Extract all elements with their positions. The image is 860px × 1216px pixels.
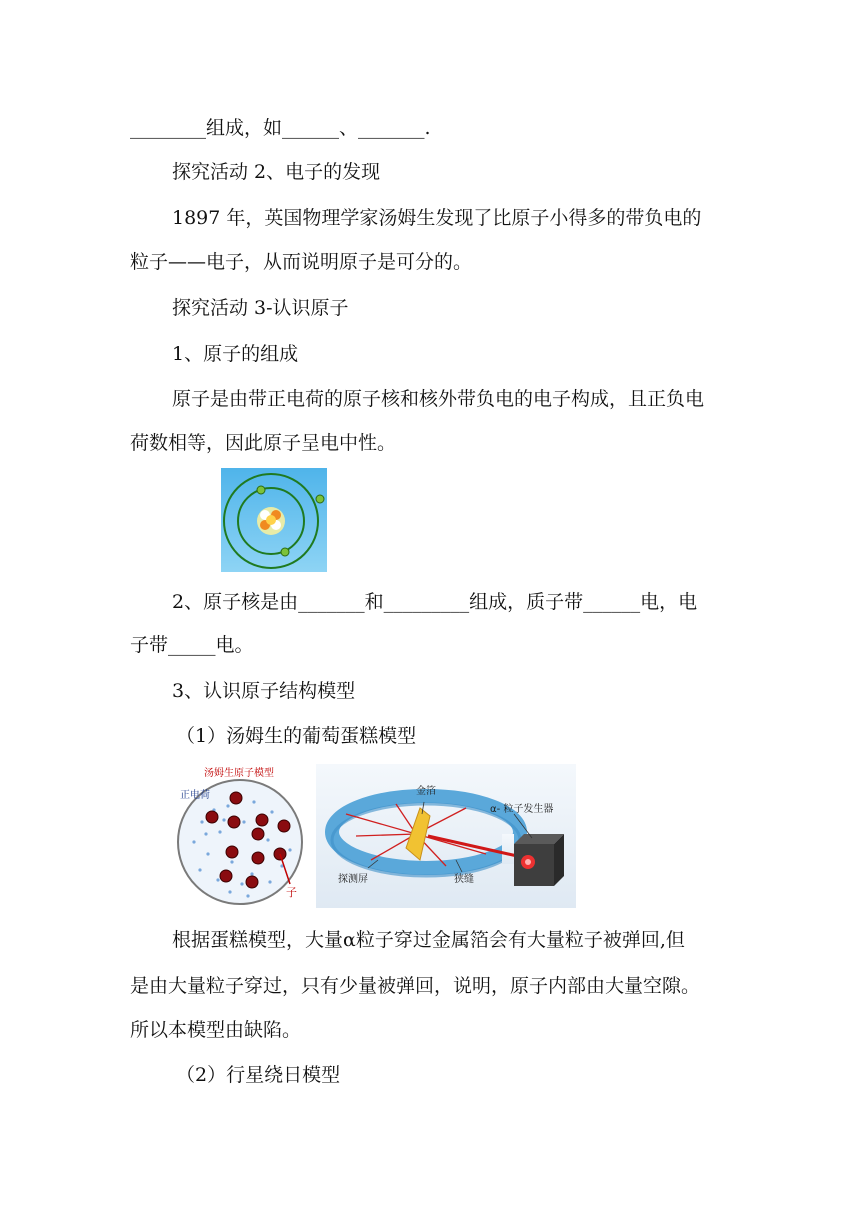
text-line: 是由大量粒子穿过，只有少量被弹回，说明，原子内部由大量空隙。 bbox=[130, 975, 701, 997]
slit-label: 狭缝 bbox=[454, 874, 474, 885]
text-line: 所以本模型由缺陷。 bbox=[130, 1019, 302, 1041]
atom-diagram bbox=[221, 468, 327, 572]
text-line: 根据蛋糕模型，大量α粒子穿过金属箔会有大量粒子被弹回,但 bbox=[172, 929, 685, 951]
subheading: 1、原子的组成 bbox=[172, 343, 299, 365]
text-line: ________组成，如______、_______. bbox=[130, 117, 431, 139]
positive-charge-label: 正电荷 bbox=[180, 790, 210, 801]
text-line: 2、原子核是由_______和_________组成，质子带______电，电 bbox=[172, 591, 698, 613]
section-heading: 探究活动 3-认识原子 bbox=[172, 297, 349, 319]
alpha-source-label: α- 粒子发生器 bbox=[490, 804, 554, 815]
text-line: 1897 年，英国物理学家汤姆生发现了比原子小得多的带负电的 bbox=[172, 207, 702, 229]
electron-label: 子 bbox=[286, 886, 297, 899]
section-heading: 探究活动 2、电子的发现 bbox=[172, 161, 381, 183]
subheading: 3、认识原子结构模型 bbox=[172, 680, 356, 702]
text-line: 子带_____电。 bbox=[130, 634, 254, 656]
text-line: 原子是由带正电荷的原子核和核外带负电的电子构成，且正负电 bbox=[172, 388, 705, 410]
subheading: （2）行星绕日模型 bbox=[176, 1064, 341, 1086]
text-line: 粒子——电子，从而说明原子是可分的。 bbox=[130, 251, 473, 273]
thomson-model-figure bbox=[172, 762, 308, 910]
rutherford-experiment-figure bbox=[316, 764, 576, 908]
text-line: 荷数相等，因此原子呈电中性。 bbox=[130, 432, 397, 454]
gold-foil-label: 金箔 bbox=[416, 786, 436, 797]
detector-screen-label: 探测屏 bbox=[338, 874, 368, 885]
thomson-title: 汤姆生原子模型 bbox=[204, 768, 274, 779]
subheading: （1）汤姆生的葡萄蛋糕模型 bbox=[176, 725, 417, 747]
